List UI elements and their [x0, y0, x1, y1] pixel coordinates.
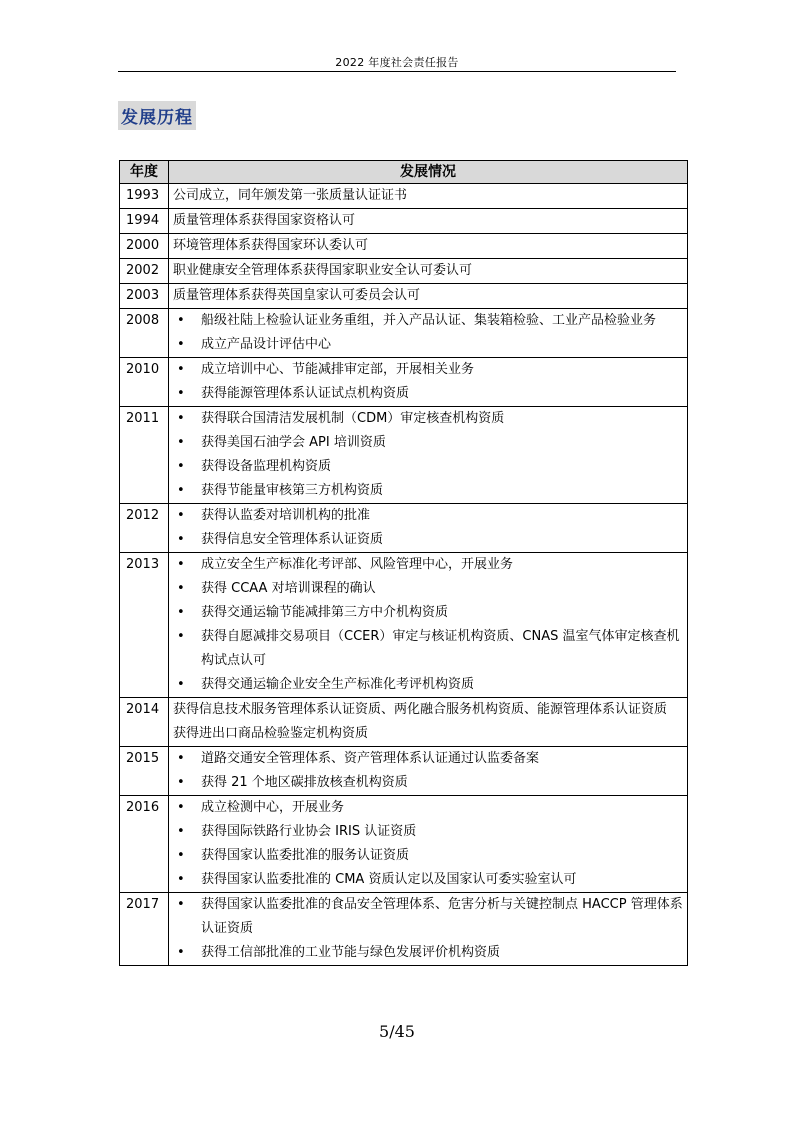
table-row — [120, 358, 688, 407]
year-cell: 2002 — [120, 259, 169, 284]
bullet-item: • 获得认监委对培训机构的批准 — [173, 504, 683, 528]
table-row — [120, 407, 688, 504]
year-cell: 2008 — [120, 309, 169, 358]
description-cell — [169, 184, 688, 209]
table-row — [120, 796, 688, 893]
year-cell: 2010 — [120, 358, 169, 407]
description-cell — [169, 698, 688, 747]
description-cell — [169, 358, 688, 407]
description-line: 公司成立，同年颁发第一张质量认证证书 — [173, 188, 408, 203]
bullet-item: • 获得国际铁路行业协会 IRIS 认证资质 — [173, 820, 683, 844]
description-cell — [169, 796, 688, 893]
bullet-item: • 成立产品设计评估中心 — [173, 333, 683, 357]
bullet-item: • 获得国家认监委批准的 CMA 资质认定以及国家认可委实验室认可 — [173, 868, 683, 892]
bullet-item: • 获得自愿减排交易项目（CCER）审定与核证机构资质、CNAS 温室气体审定核查机构试点认可 — [173, 625, 683, 673]
bullet-item: • 获得节能量审核第三方机构资质 — [173, 479, 683, 503]
year-cell: 1993 — [120, 184, 169, 209]
year-cell: 2017 — [120, 893, 169, 966]
section-title: 发展历程 — [118, 101, 196, 130]
bullet-item: • 成立培训中心、节能减排审定部，开展相关业务 — [173, 358, 683, 382]
bullet-item: • 船级社陆上检验认证业务重组，并入产品认证、集装箱检验、工业产品检验业务 — [173, 309, 683, 333]
description-cell — [169, 893, 688, 966]
bullet-item: • 获得信息安全管理体系认证资质 — [173, 528, 683, 552]
year-cell: 2015 — [120, 747, 169, 796]
bullet-item: • 道路交通安全管理体系、资产管理体系认证通过认监委备案 — [173, 747, 683, 771]
header-rule — [118, 71, 676, 72]
bullet-item: • 获得国家认监委批准的食品安全管理体系、危害分析与关键控制点 HACCP 管理体系认证资质 — [173, 893, 683, 941]
table-header-row — [120, 161, 688, 184]
table-row — [120, 184, 688, 209]
description-cell — [169, 234, 688, 259]
bullet-item: • 获得交通运输节能减排第三方中介机构资质 — [173, 601, 683, 625]
description-line: 质量管理体系获得国家资格认可 — [173, 213, 356, 228]
description-cell — [169, 747, 688, 796]
table-row — [120, 553, 688, 698]
table-row — [120, 284, 688, 309]
bullet-list — [173, 407, 683, 503]
column-header-year: 年度 — [120, 161, 169, 184]
description-line: 环境管理体系获得国家环认委认可 — [173, 238, 369, 253]
description-cell — [169, 504, 688, 553]
table-row — [120, 209, 688, 234]
description-line: 获得信息技术服务管理体系认证资质、两化融合服务机构资质、能源管理体系认证资质 — [173, 702, 668, 717]
description-cell — [169, 309, 688, 358]
table-row — [120, 309, 688, 358]
year-cell: 2000 — [120, 234, 169, 259]
year-cell: 2012 — [120, 504, 169, 553]
bullet-list — [173, 504, 683, 552]
bullet-item: • 成立检测中心，开展业务 — [173, 796, 683, 820]
bullet-item: • 获得交通运输企业安全生产标准化考评机构资质 — [173, 673, 683, 697]
bullet-list — [173, 796, 683, 892]
column-header-development: 发展情况 — [169, 161, 688, 184]
bullet-list — [173, 358, 683, 406]
bullet-list — [173, 893, 683, 965]
history-table — [119, 160, 688, 966]
bullet-item: • 获得能源管理体系认证试点机构资质 — [173, 382, 683, 406]
table-row — [120, 234, 688, 259]
description-cell — [169, 553, 688, 698]
bullet-item: • 获得 21 个地区碳排放核查机构资质 — [173, 771, 683, 795]
year-cell: 2011 — [120, 407, 169, 504]
bullet-item: • 成立安全生产标准化考评部、风险管理中心，开展业务 — [173, 553, 683, 577]
bullet-item: • 获得设备监理机构资质 — [173, 455, 683, 479]
description-cell — [169, 284, 688, 309]
report-header: 2022 年度社会责任报告 — [335, 56, 459, 69]
table-row — [120, 698, 688, 747]
table-row — [120, 747, 688, 796]
description-cell — [169, 407, 688, 504]
table-row — [120, 893, 688, 966]
bullet-item: • 获得联合国清洁发展机制（CDM）审定核查机构资质 — [173, 407, 683, 431]
year-cell: 2016 — [120, 796, 169, 893]
history-table-body — [120, 184, 688, 966]
description-line: 质量管理体系获得英国皇家认可委员会认可 — [173, 288, 421, 303]
description-line: 职业健康安全管理体系获得国家职业安全认可委认可 — [173, 263, 473, 278]
year-cell: 2013 — [120, 553, 169, 698]
bullet-list — [173, 747, 683, 795]
year-cell: 1994 — [120, 209, 169, 234]
bullet-item: • 获得 CCAA 对培训课程的确认 — [173, 577, 683, 601]
bullet-list — [173, 309, 683, 357]
description-cell — [169, 259, 688, 284]
bullet-item: • 获得美国石油学会 API 培训资质 — [173, 431, 683, 455]
bullet-list — [173, 553, 683, 697]
year-cell: 2003 — [120, 284, 169, 309]
year-cell: 2014 — [120, 698, 169, 747]
description-cell — [169, 209, 688, 234]
bullet-item: • 获得工信部批准的工业节能与绿色发展评价机构资质 — [173, 941, 683, 965]
table-row — [120, 259, 688, 284]
bullet-item: • 获得国家认监委批准的服务认证资质 — [173, 844, 683, 868]
description-line: 获得进出口商品检验鉴定机构资质 — [173, 726, 369, 741]
table-row — [120, 504, 688, 553]
page-number: 5/45 — [379, 1022, 415, 1041]
